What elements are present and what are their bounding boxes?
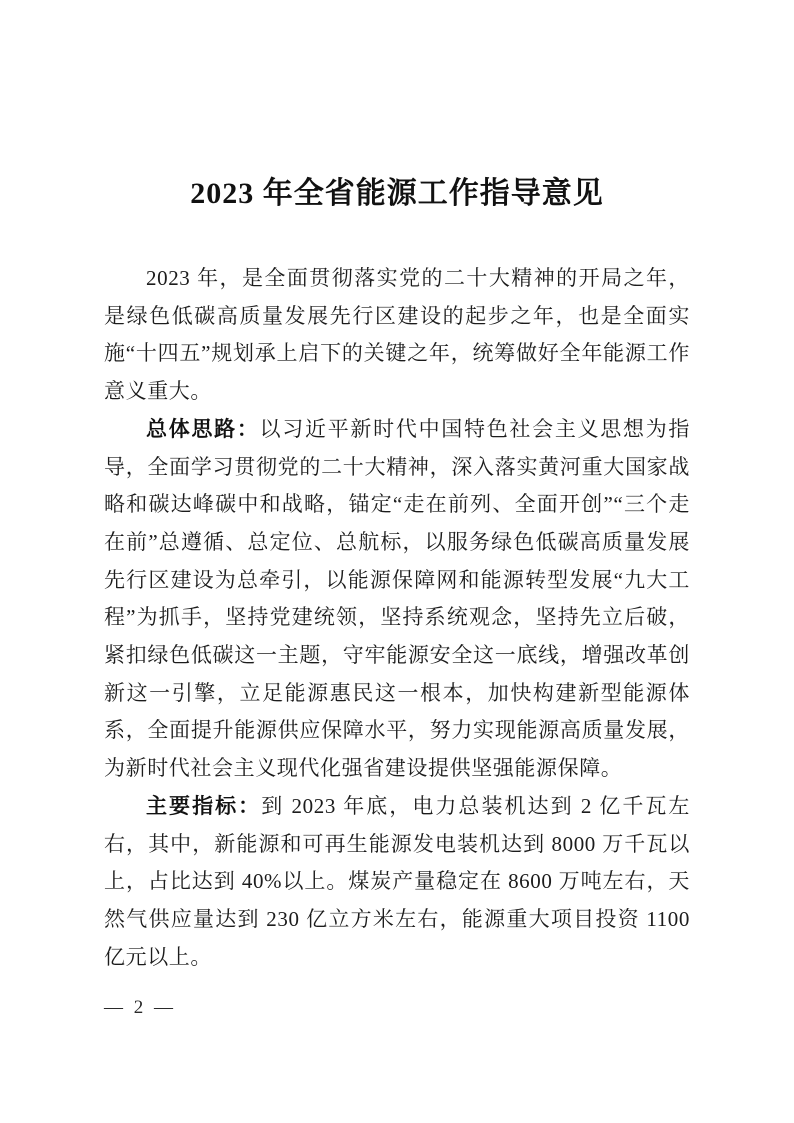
paragraph-lead: 总体思路： — [146, 416, 260, 441]
paragraph-text: 以习近平新时代中国特色社会主义思想为指导，全面学习贯彻党的二十大精神，深入落实黄河重大国家战略和碳达峰碳中和战略，锚定“走在前列、全面开创”“三个走在前”总遵循、总定位、总航标，以服务绿色低碳高质量发展先行区建设为总牵引，以能源保障网和能源转型发展“九大工程”为抓手，坚持党建统领，坚持系统观念，坚持先立后破，紧扣绿色低碳这一主题，守牢能源安全这一底线，增强改革创新这一引擎，立足能源惠民这一根本，加快构建新型能源体系，全面提升能源供应保障水平，努力实现能源高质量发展，为新时代社会主义现代化强省建设提供坚强能源保障。 — [104, 416, 691, 781]
paragraph-main-indicators — [104, 788, 690, 977]
document-title: 2023 年全省能源工作指导意见 — [190, 177, 604, 210]
paragraph-overall-approach — [104, 411, 690, 788]
page-number: — 2 — — [104, 997, 176, 1018]
document-content — [104, 0, 690, 976]
document-body — [104, 260, 690, 976]
paragraph-text: 到 2023 年底，电力总装机达到 2 亿千瓦左右，其中，新能源和可再生能源发电装机达到 8000 万千瓦以上，占比达到 40%以上。煤炭产量稳定在 8600 万吨左右，天然气供应量达到 230 亿立方米左右，能源重大项目投资 1100 亿元以上。 — [104, 793, 691, 969]
paragraph-lead: 主要指标： — [146, 793, 262, 818]
paragraph-intro — [104, 260, 690, 411]
paragraph-text: 2023 年，是全面贯彻落实党的二十大精神的开局之年，是绿色低碳高质量发展先行区建设的起步之年，也是全面实施“十四五”规划承上启下的关键之年，统筹做好全年能源工作意义重大。 — [104, 266, 690, 404]
